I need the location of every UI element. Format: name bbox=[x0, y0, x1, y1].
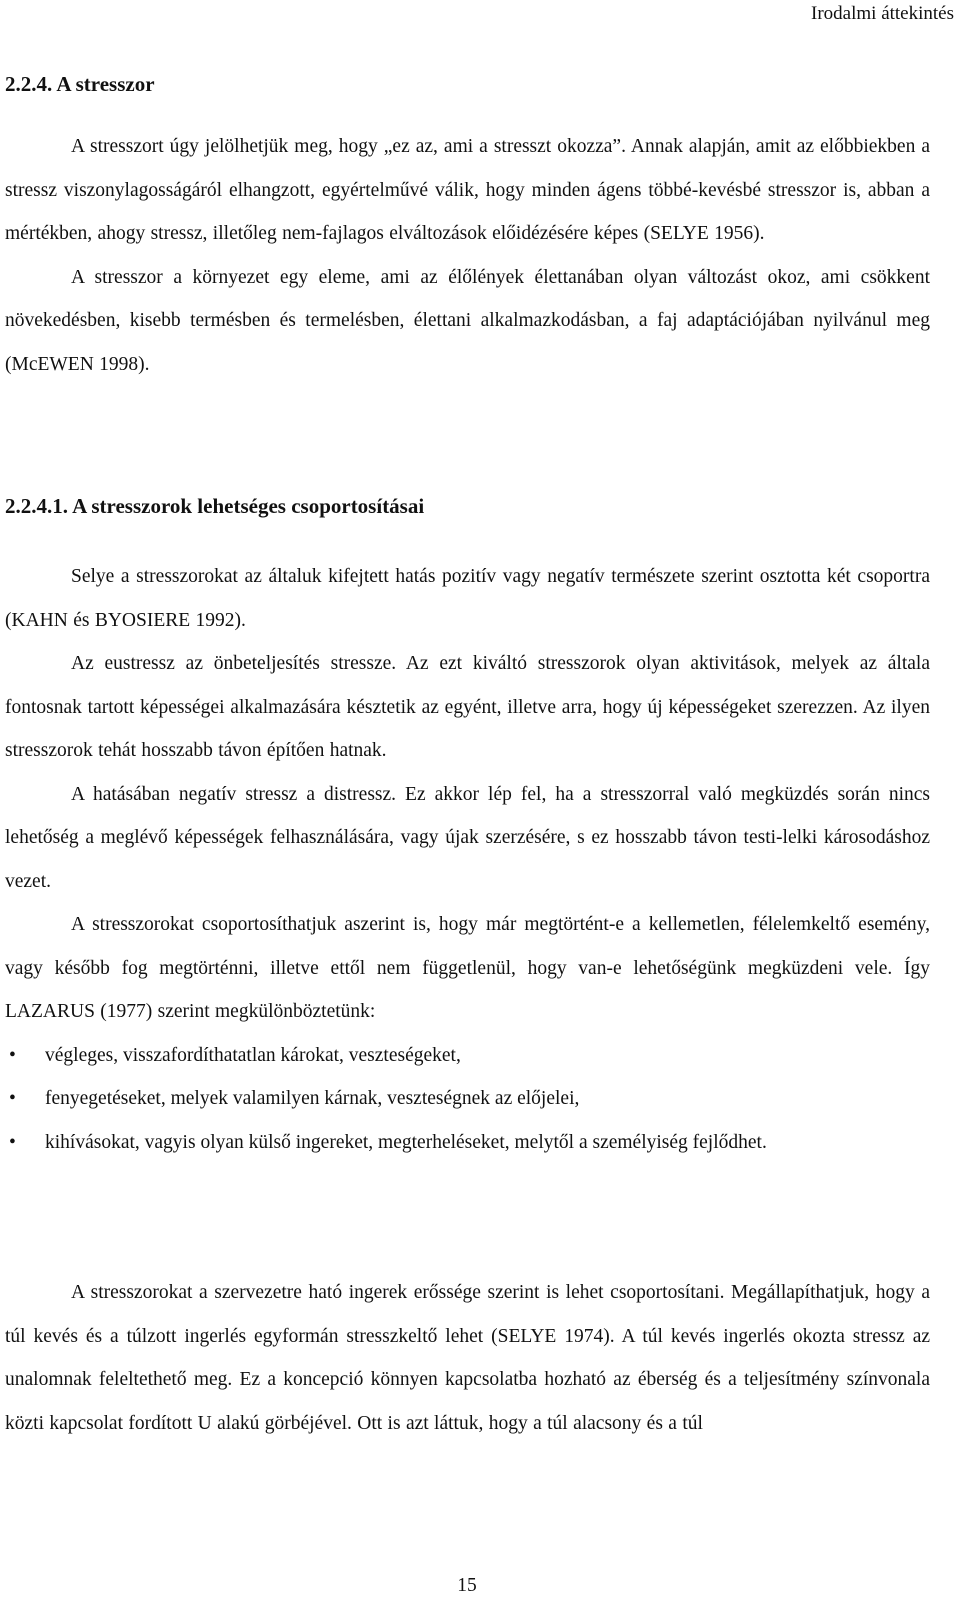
paragraph-selye-groups: Selye a stresszorokat az általuk kifejtett hatás pozitív vagy negatív természete szerint osztotta két csoportra (KAHN és BYOSIERE 1992). bbox=[5, 566, 930, 631]
running-header: Irodalmi áttekintés bbox=[811, 3, 954, 24]
list-item-text: végleges, visszafordíthatatlan károkat, veszteségeket, bbox=[45, 1044, 461, 1066]
paragraph-eustress: Az eustressz az önbeteljesítés stressze. Az ezt kiváltó stresszorok olyan aktivitások, melyek az általa fontosnak tartott képességei alkalmazására késztetik az egyént, illetve arra, hogy új képességeket szerezzen. Az ilyen stresszorok tehát hosszabb távon építően hatnak. bbox=[5, 653, 930, 761]
list-item bbox=[5, 1121, 930, 1165]
subsection-body bbox=[5, 555, 930, 1164]
list-item bbox=[5, 1077, 930, 1121]
section-heading: 2.2.4. A stresszor bbox=[5, 72, 155, 96]
page-number: 15 bbox=[457, 1575, 477, 1596]
closing-body bbox=[5, 1271, 930, 1445]
paragraph-stressor-environment: A stresszor a környezet egy eleme, ami az élőlények élettanában olyan változást okoz, ami csökkent növekedésben, kisebb termésben és termelésben, élettani alkalmazkodásban, a faj adaptációjában nyilvánul meg (McEWEN 1998). bbox=[5, 266, 930, 375]
list-item-text: fenyegetéseket, melyek valamilyen kárnak, veszteségnek az előjelei, bbox=[45, 1088, 580, 1109]
lazarus-bullet-list bbox=[5, 1034, 930, 1165]
paragraph-stressor-definition: A stresszort úgy jelölhetjük meg, hogy „ez az, ami a stresszt okozza”. Annak alapján, amit az előbbiekben a stressz viszonylagosságáról elhangzott, egyértelművé válik, hogy minden ágens többé-kevésbé stresszor is, abban a mértékben, ahogy stressz, illetőleg nem-fajlagos elváltozások előidézésére képes (SELYE 1956). bbox=[5, 136, 930, 244]
list-item bbox=[5, 1034, 930, 1078]
subsection-heading: 2.2.4.1. A stresszorok lehetséges csoportosításai bbox=[5, 494, 425, 518]
paragraph-lazarus: A stresszorokat csoportosíthatjuk aszerint is, hogy már megtörtént-e a kellemetlen, félelemkeltő esemény, vagy később fog megtörténni, illetve ettől nem függetlenül, hogy van-e lehetőségünk megküzdeni vele. Így LAZARUS (1977) szerint megkülönböztetünk: bbox=[5, 914, 930, 1022]
section-body bbox=[5, 125, 930, 386]
bullet-icon: • bbox=[9, 1044, 16, 1066]
bullet-icon: • bbox=[9, 1088, 16, 1109]
paragraph-distress: A hatásában negatív stressz a distressz. Ez akkor lép fel, ha a stresszorral való megküzdés során nincs lehetőség a meglévő képességek felhasználására, vagy újak szerzésére, s ez hosszabb távon testi-lelki károsodáshoz vezet. bbox=[5, 783, 930, 892]
bullet-icon: • bbox=[9, 1131, 16, 1153]
list-item-text: kihívásokat, vagyis olyan külső ingereket, megterheléseket, melytől a személyiség fejlődhet. bbox=[45, 1131, 767, 1153]
paragraph-stimulus-strength: A stresszorokat a szervezetre ható ingerek erőssége szerint is lehet csoportosítani. Megállapíthatjuk, hogy a túl kevés és a túlzott ingerlés egyformán stresszkeltő lehet (SELYE 1974). A túl kevés ingerlés okozta stressz az unalomnak feleltethető meg. Ez a koncepció könnyen kapcsolatba hozható az éberség és a teljesítmény színvonala közti kapcsolat fordított U alakú görbéjével. Ott is azt láttuk, hogy a túl alacsony és a túl bbox=[5, 1282, 930, 1434]
